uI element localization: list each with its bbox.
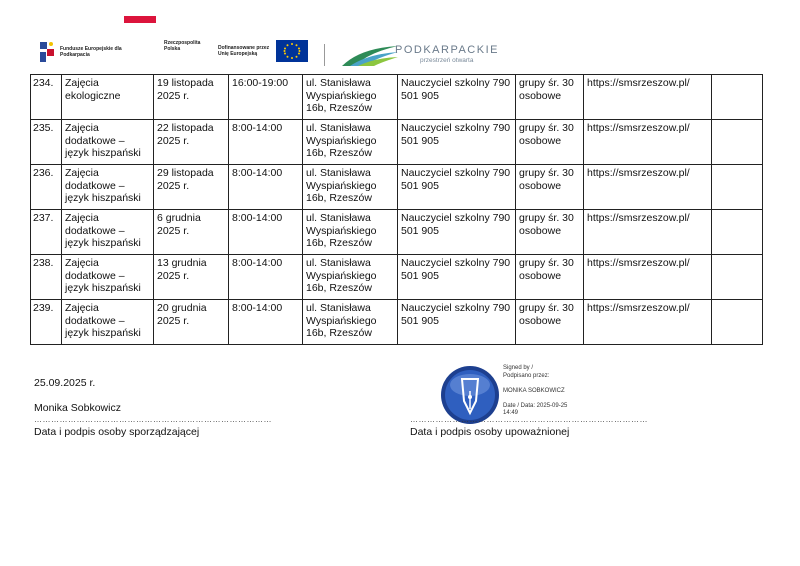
logo-divider	[324, 44, 325, 66]
podkarpackie-hills-icon	[340, 42, 400, 68]
signature-line-left: …………………………………………………………………………	[34, 415, 272, 424]
cell-date: 6 grudnia 2025 r.	[154, 210, 229, 255]
cell-group-size: grupy śr. 30 osobowe	[516, 210, 584, 255]
poland-flag-stripe	[124, 16, 156, 23]
cell-time: 8:00-14:00	[229, 165, 303, 210]
cell-row-number: 237.	[31, 210, 62, 255]
cell-address: ul. Stanisława Wyspiańskiego 16b, Rzeszów	[303, 300, 398, 345]
cell-row-number: 234.	[31, 75, 62, 120]
cell-group-size: grupy śr. 30 osobowe	[516, 75, 584, 120]
sig-podpisano: Podpisano przez:	[503, 372, 550, 379]
cell-website: https://smsrzeszow.pl/	[584, 300, 712, 345]
cell-date: 19 listopada 2025 r.	[154, 75, 229, 120]
podkarpackie-title: PODKARPACKIE	[395, 44, 499, 56]
digital-signature-text	[503, 365, 573, 418]
table-row	[31, 255, 763, 300]
cell-contact: Nauczyciel szkolny 790 501 905	[398, 255, 516, 300]
cell-contact: Nauczyciel szkolny 790 501 905	[398, 165, 516, 210]
cell-address: ul. Stanisława Wyspiańskiego 16b, Rzeszów	[303, 210, 398, 255]
eu-logo-text: Dofinansowane przez Unię Europejską	[218, 45, 270, 57]
table-row	[31, 300, 763, 345]
eu-flag-icon	[276, 40, 308, 62]
signature-line-right: …………………………………………………………………………	[410, 415, 648, 424]
eu-logo	[218, 40, 308, 62]
authorized-signature-caption: Data i podpis osoby upoważnionej	[410, 426, 570, 438]
footer-author-name: Monika Sobkowicz	[34, 402, 121, 414]
cell-date: 29 listopada 2025 r.	[154, 165, 229, 210]
cell-date: 20 grudnia 2025 r.	[154, 300, 229, 345]
cell-activity: Zajęcia dodatkowe – język hiszpański	[62, 210, 154, 255]
cell-group-size: grupy śr. 30 osobowe	[516, 165, 584, 210]
rzeczpospolita-logo	[164, 40, 208, 52]
sig-date: Date / Data: 2025-09-25 14:49	[503, 402, 568, 416]
schedule-table-body	[31, 75, 763, 345]
cell-website: https://smsrzeszow.pl/	[584, 165, 712, 210]
cell-activity: Zajęcia dodatkowe – język hiszpański	[62, 120, 154, 165]
cell-website: https://smsrzeszow.pl/	[584, 255, 712, 300]
table-row	[31, 75, 763, 120]
fe-logo-text: Fundusze Europejskie dla Podkarpacia	[60, 46, 122, 58]
cell-empty-cell	[712, 300, 763, 345]
cell-row-number: 235.	[31, 120, 62, 165]
cell-address: ul. Stanisława Wyspiańskiego 16b, Rzeszów	[303, 75, 398, 120]
cell-group-size: grupy śr. 30 osobowe	[516, 300, 584, 345]
sig-spacer	[503, 395, 573, 403]
fe-emblem-icon	[40, 40, 56, 64]
cell-website: https://smsrzeszow.pl/	[584, 75, 712, 120]
cell-address: ul. Stanisława Wyspiańskiego 16b, Rzeszów	[303, 120, 398, 165]
cell-activity: Zajęcia dodatkowe – język hiszpański	[62, 300, 154, 345]
cell-activity: Zajęcia dodatkowe – język hiszpański	[62, 165, 154, 210]
cell-row-number: 238.	[31, 255, 62, 300]
cell-website: https://smsrzeszow.pl/	[584, 120, 712, 165]
sig-name: MONIKA SOBKOWICZ	[503, 387, 565, 394]
cell-contact: Nauczyciel szkolny 790 501 905	[398, 210, 516, 255]
sig-spacer	[503, 380, 573, 388]
cell-row-number: 239.	[31, 300, 62, 345]
cell-date: 22 listopada 2025 r.	[154, 120, 229, 165]
cell-website: https://smsrzeszow.pl/	[584, 210, 712, 255]
cell-time: 16:00-19:00	[229, 75, 303, 120]
fundusze-europejskie-logo	[40, 40, 130, 64]
table-row	[31, 165, 763, 210]
table-row	[31, 120, 763, 165]
cell-contact: Nauczyciel szkolny 790 501 905	[398, 300, 516, 345]
cell-empty-cell	[712, 165, 763, 210]
cell-group-size: grupy śr. 30 osobowe	[516, 120, 584, 165]
cell-contact: Nauczyciel szkolny 790 501 905	[398, 120, 516, 165]
cell-group-size: grupy śr. 30 osobowe	[516, 255, 584, 300]
schedule-table	[30, 74, 763, 345]
footer-date: 25.09.2025 r.	[34, 377, 96, 389]
sig-signed-by: Signed by /	[503, 365, 534, 371]
cell-address: ul. Stanisława Wyspiańskiego 16b, Rzeszów	[303, 165, 398, 210]
cell-empty-cell	[712, 255, 763, 300]
cell-contact: Nauczyciel szkolny 790 501 905	[398, 75, 516, 120]
cell-address: ul. Stanisława Wyspiańskiego 16b, Rzeszów	[303, 255, 398, 300]
cell-empty-cell	[712, 75, 763, 120]
table-row	[31, 210, 763, 255]
podkarpackie-subtitle: przestrzeń otwarta	[420, 57, 474, 64]
cell-empty-cell	[712, 210, 763, 255]
podkarpackie-logo	[340, 42, 400, 68]
cell-time: 8:00-14:00	[229, 210, 303, 255]
cell-time: 8:00-14:00	[229, 300, 303, 345]
cell-date: 13 grudnia 2025 r.	[154, 255, 229, 300]
cell-activity: Zajęcia dodatkowe – język hiszpański	[62, 255, 154, 300]
cell-empty-cell	[712, 120, 763, 165]
cell-time: 8:00-14:00	[229, 120, 303, 165]
author-signature-caption: Data i podpis osoby sporządzającej	[34, 426, 200, 438]
cell-row-number: 236.	[31, 165, 62, 210]
cell-time: 8:00-14:00	[229, 255, 303, 300]
pl-logo-text: Rzeczpospolita Polska	[164, 40, 201, 52]
cell-activity: Zajęcia ekologiczne	[62, 75, 154, 120]
